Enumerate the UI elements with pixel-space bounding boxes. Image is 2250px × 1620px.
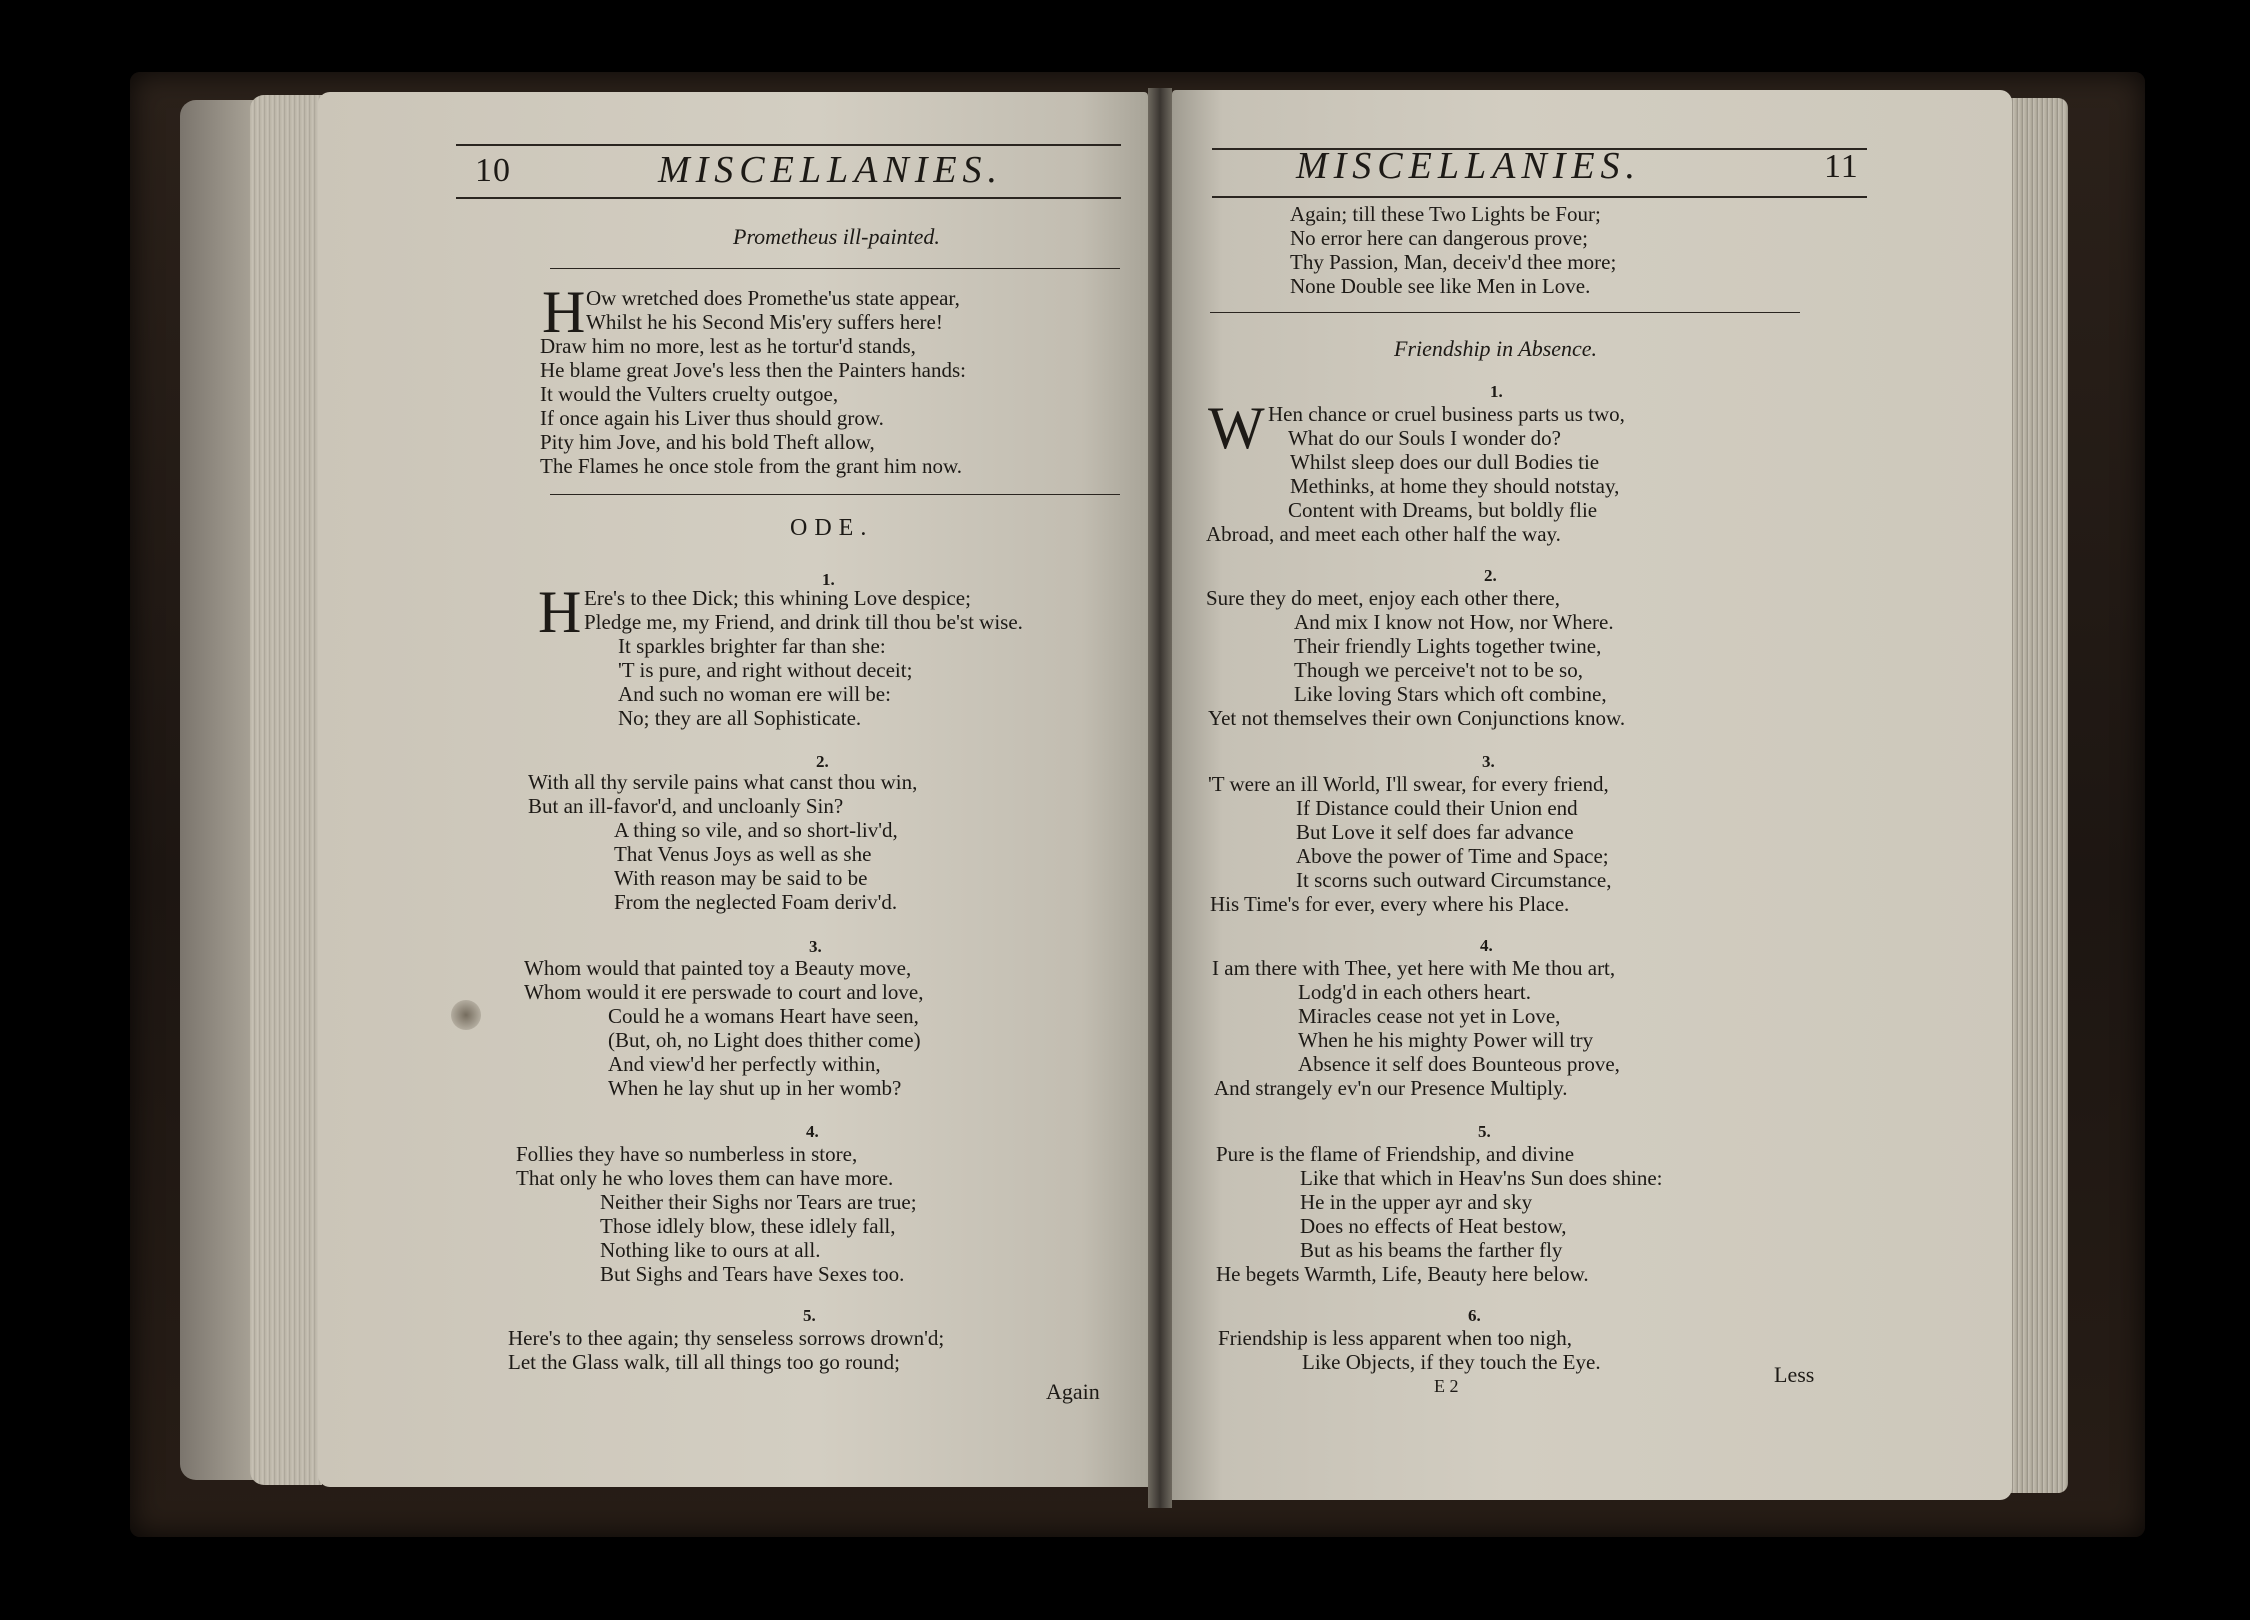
poem-line: Absence it self does Bounteous prove, [1298,1052,1620,1076]
poem-line: Like loving Stars which oft combine, [1294,682,1607,706]
poem-line: Yet not themselves their own Conjunctions know. [1208,706,1626,730]
poem-line: Sure they do meet, enjoy each other there, [1206,586,1560,610]
poem-line: The Flames he once stole from the grant him now. [540,454,963,478]
poem-title: Friendship in Absence. [1394,336,1598,361]
poem-line: That only he who loves them can have more. [516,1166,894,1190]
section-rule [550,494,1120,495]
paper-stain [451,1000,481,1030]
poem-line: Could he a womans Heart have seen, [608,1004,919,1028]
poem-line: He blame great Jove's less then the Painters hands: [540,358,967,382]
poem-line: That Venus Joys as well as she [614,842,872,866]
drop-cap: H [542,279,586,345]
poem-line: Here's to thee again; thy senseless sorrows drown'd; [508,1326,945,1350]
title-rule [550,268,1120,269]
poem-line: (But, oh, no Light does thither come) [608,1028,921,1052]
poem-line: No; they are all Sophisticate. [618,706,862,730]
stanza-number: 6. [1468,1306,1481,1325]
right-page-stack [2008,98,2068,1493]
poem-line: With all thy servile pains what canst thou win, [528,770,918,794]
poem-line: Ere's to thee Dick; this whining Love despice; [584,586,971,610]
page-number: 10 [475,152,511,189]
right-page [1172,90,2012,1500]
poem-line: When he lay shut up in her womb? [608,1076,902,1100]
poem-line: Let the Glass walk, till all things too go round; [508,1350,900,1374]
poem-line: Follies they have so numberless in store, [516,1142,858,1166]
poem-line: Methinks, at home they should notstay, [1290,474,1620,498]
poem-line: Above the power of Time and Space; [1296,844,1609,868]
poem-line: And view'd her perfectly within, [608,1052,881,1076]
poem-line: His Time's for ever, every where his Place. [1210,892,1570,916]
poem-line: No error here can dangerous prove; [1290,226,1588,250]
poem-line: What do our Souls I wonder do? [1288,426,1561,450]
poem-line: None Double see like Men in Love. [1290,274,1591,298]
poem-line: But Love it self does far advance [1296,820,1574,844]
poem-line: Lodg'd in each others heart. [1298,980,1531,1004]
poem-line: Pity him Jove, and his bold Theft allow, [540,430,875,454]
poem-line: Hen chance or cruel business parts us two, [1268,402,1625,426]
left-page [318,92,1148,1487]
poem-line: Friendship is less apparent when too nigh, [1218,1326,1573,1350]
poem-line: 'T is pure, and right without deceit; [618,658,913,682]
poem-line: Ow wretched does Promethe'us state appear, [586,286,960,310]
stanza-number: 4. [806,1122,819,1141]
ode-heading: ODE. [790,515,874,541]
stanza-number: 4. [1480,936,1493,955]
stanza-number: 2. [816,752,829,771]
running-head: MISCELLANIES. [1296,145,1642,187]
poem-line: When he his mighty Power will try [1298,1028,1594,1052]
stanza-number: 1. [1490,382,1503,401]
poem-line: Does no effects of Heat bestow, [1300,1214,1567,1238]
poem-line: From the neglected Foam deriv'd. [614,890,898,914]
poem-line: But Sighs and Tears have Sexes too. [600,1262,905,1286]
stanza-number: 2. [1484,566,1497,585]
poem-line: Their friendly Lights together twine, [1294,634,1602,658]
catchword: Again [1046,1379,1100,1404]
poem-line: Whom would that painted toy a Beauty move, [524,956,912,980]
poem-line: And such no woman ere will be: [618,682,891,706]
section-rule [1210,312,1800,313]
poem-line: And mix I know not How, nor Where. [1294,610,1614,634]
poem-line: But as his beams the farther fly [1300,1238,1563,1262]
poem-line: Like that which in Heav'ns Sun does shine: [1300,1166,1663,1190]
poem-line: Content with Dreams, but boldly flie [1288,498,1598,522]
poem-line: If once again his Liver thus should grow. [540,406,884,430]
poem-line: And strangely ev'n our Presence Multiply. [1214,1076,1568,1100]
poem-line: He begets Warmth, Life, Beauty here below. [1216,1262,1589,1286]
stanza-number: 5. [803,1306,816,1325]
poem-line: I am there with Thee, yet here with Me thou art, [1212,956,1616,980]
top-rule [456,144,1121,146]
poem-line: A thing so vile, and so short-liv'd, [614,818,898,842]
poem-line: With reason may be said to be [614,866,868,890]
stanza-number: 5. [1478,1122,1491,1141]
poem-line: He in the upper ayr and sky [1300,1190,1533,1214]
poem-line: Draw him no more, lest as he tortur'd stands, [540,334,916,358]
running-head: MISCELLANIES. [658,149,1004,191]
poem-line: Whilst sleep does our dull Bodies tie [1290,450,1600,474]
stanza-number: 1. [822,570,835,589]
catchword: Less [1774,1362,1815,1387]
poem-line: Again; till these Two Lights be Four; [1290,202,1601,226]
poem-line: Abroad, and meet each other half the way. [1206,522,1561,546]
drop-cap: W [1208,395,1265,461]
poem-line: Thy Passion, Man, deceiv'd thee more; [1290,250,1617,274]
left-page-stack [250,95,322,1485]
poem-line: But an ill-favor'd, and uncloanly Sin? [528,794,844,818]
poem-line: Though we perceive't not to be so, [1294,658,1583,682]
book-gutter [1148,88,1172,1508]
stanza-number: 3. [1482,752,1495,771]
poem-line: Those idlely blow, these idlely fall, [600,1214,896,1238]
poem-line: Nothing like to ours at all. [600,1238,821,1262]
poem-title: Prometheus ill-painted. [733,224,940,249]
poem-line: Pure is the flame of Friendship, and divine [1216,1142,1575,1166]
signature-mark: E 2 [1434,1376,1459,1396]
stanza-number: 3. [809,937,822,956]
page-number: 11 [1824,148,1859,185]
poem-line: Like Objects, if they touch the Eye. [1302,1350,1601,1374]
poem-line: Whilst he his Second Mis'ery suffers here! [586,310,943,334]
poem-line: Neither their Sighs nor Tears are true; [600,1190,917,1214]
poem-line: It sparkles brighter far than she: [618,634,886,658]
poem-line: It scorns such outward Circumstance, [1296,868,1612,892]
drop-cap: H [538,579,582,645]
poem-line: Whom would it ere perswade to court and love, [524,980,924,1004]
head-rule [1212,196,1867,198]
book-spine-edge [180,100,255,1480]
poem-line: Pledge me, my Friend, and drink till thou be'st wise. [584,610,1023,634]
poem-line: If Distance could their Union end [1296,796,1578,820]
head-rule [456,197,1121,199]
poem-line: It would the Vulters cruelty outgoe, [540,382,839,406]
poem-line: Miracles cease not yet in Love, [1298,1004,1561,1028]
poem-line: 'T were an ill World, I'll swear, for every friend, [1208,772,1609,796]
